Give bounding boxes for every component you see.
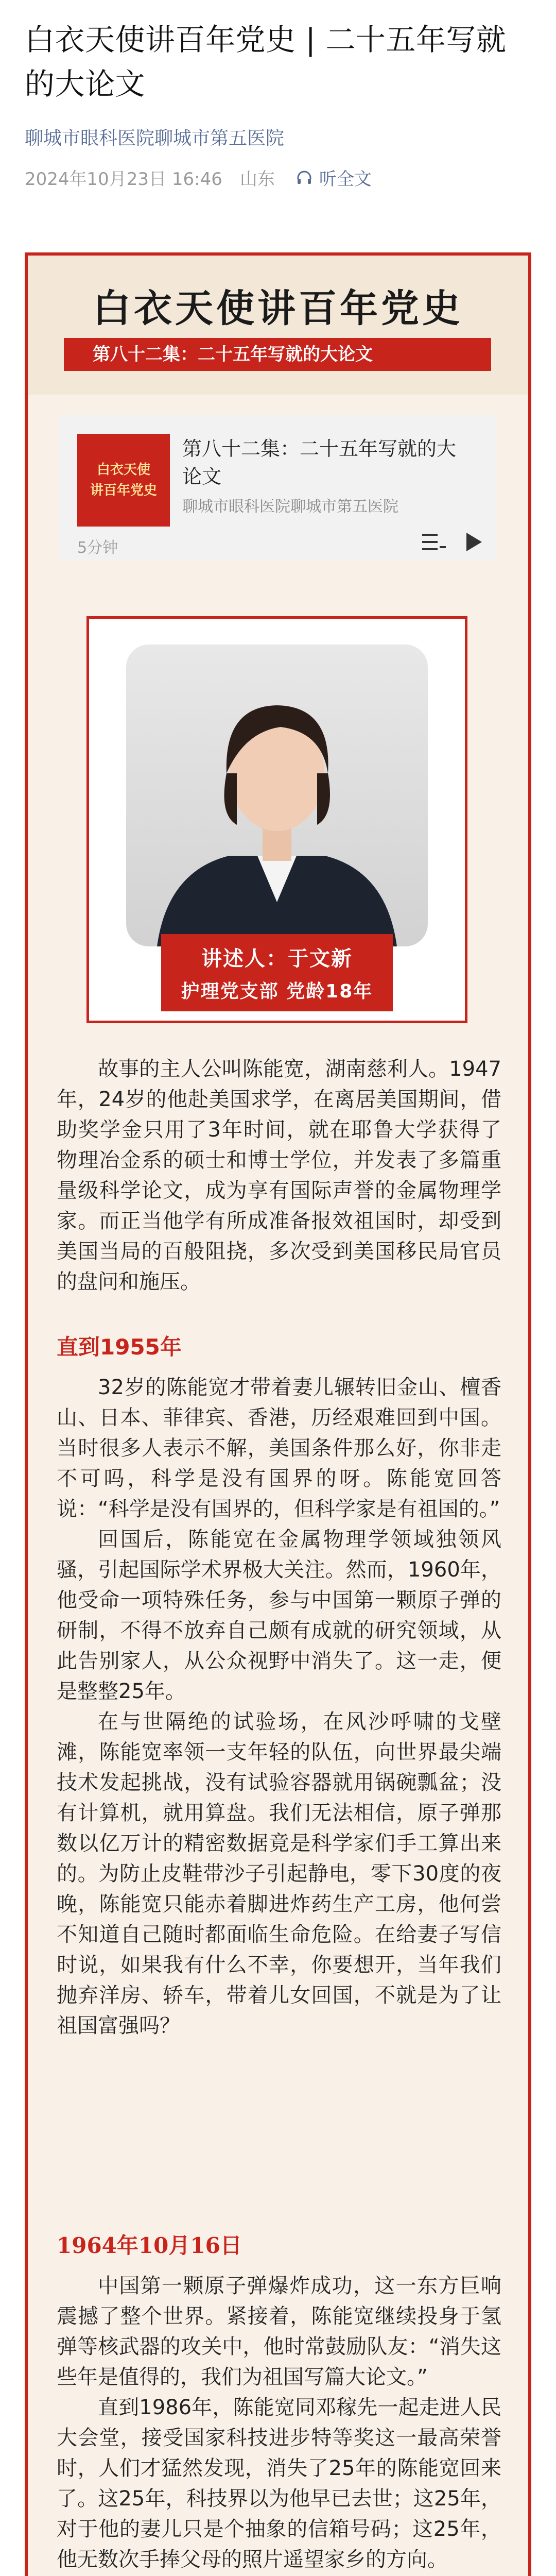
audio-duration: 5分钟 (77, 539, 118, 557)
paragraph-text: 回国后，陈能宽在金属物理学领域独领风骚，引起国际学术界极大关注。然而，1960年，他受命一项特殊任务，参与中国第一颗原子弹的研制，不得不放弃自己颇有成就的研究领域，从此告别家人，从公众视野中消失了。这一走，便是整整25年。 (57, 1528, 501, 1703)
paragraph-1955 (57, 1372, 501, 2041)
paragraph-intro (57, 1054, 501, 1297)
listen-label: 听全文 (319, 169, 372, 190)
narrator-photo (126, 645, 428, 946)
article-title: 白衣天使讲百年党史 | 二十五年写就的大论文 (25, 22, 507, 101)
playlist-icon[interactable] (422, 532, 446, 552)
narrator-branch: 护理党支部 党龄18年 (181, 981, 373, 1002)
section-heading-1955: 直到1955年 (57, 1334, 182, 1360)
cover-line2: 讲百年党史 (90, 483, 157, 498)
account-name-link[interactable]: 聊城市眼科医院聊城市第五医院 (25, 128, 285, 149)
article-card (25, 252, 531, 2576)
listen-button[interactable] (296, 165, 372, 190)
section-heading-1964: 1964年10月16日 (57, 2233, 242, 2258)
paragraph-text: 直到1986年，陈能宽同邓稼先一起走进人民大会堂，接受国家科技进步特等奖这一最高荣誉时，人们才猛然发现，消失了25年的陈能宽回来了。这25年，科技界以为他早已去世；这25年，对于他的妻儿只是个抽象的信箱号码；这25年，他无数次手捧父母的照片遥望家乡的方向。 (57, 2396, 501, 2571)
audio-title: 第八十二集：二十五年写就的大论文 (182, 437, 457, 488)
paragraph-1964 (57, 2271, 501, 2575)
audio-author: 聊城市眼科医院聊城市第五医院 (182, 498, 398, 516)
article-meta (25, 165, 372, 190)
narrator-caption (161, 934, 393, 1011)
audio-player[interactable] (59, 415, 496, 560)
audio-cover (77, 434, 170, 527)
play-icon[interactable] (463, 532, 484, 552)
banner-subtitle: 第八十二集：二十五年写就的大论文 (64, 338, 491, 371)
paragraph-text: 在与世隔绝的试验场，在风沙呼啸的戈壁滩，陈能宽率领一支年轻的队伍，向世界最尖端技术发起挑战，没有试验容器就用锅碗瓢盆；没有计算机，就用算盘。我们无法相信，原子弹那数以亿万计的精密数据竟是科学家们手工算出来的。为防止皮鞋带沙子引起静电，零下30度的夜晚，陈能宽只能赤着脚进炸药生产工房，他何尝不知道自己随时都面临生命危险。在给妻子写信时说，如果我有什么不幸，你要想开，当年我们抛弃洋房、轿车，带着儿女回国，不就是为了让祖国富强吗？ (57, 1710, 501, 2038)
headphones-icon (296, 169, 313, 187)
cover-line1: 白衣天使 (96, 462, 150, 478)
narrator-name: 讲述人：于文新 (201, 947, 353, 971)
banner (28, 256, 528, 395)
publish-date: 2024年10月23日 16:46 (25, 169, 222, 190)
banner-title: 白衣天使讲百年党史 (93, 286, 463, 331)
paragraph-text: 故事的主人公叫陈能宽，湖南慈利人。1947年，24岁的他赴美国求学，在离居美国期间，借助奖学金只用了3年时间，就在耶鲁大学获得了物理冶金系的硕士和博士学位，并发表了多篇重量级科学论文，成为享有国际声誉的金属物理学家。而正当他学有所成准备报效祖国时，却受到美国当局的百般阻挠，多次受到美国移民局官员的盘问和施压。 (57, 1057, 501, 1294)
location: 山东 (239, 169, 275, 190)
paragraph-text: 中国第一颗原子弹爆炸成功，这一东方巨响震撼了整个世界。紧接着，陈能宽继续投身于氢弹等核武器的攻关中，他时常鼓励队友：“消失这些年是值得的，我们为祖国写篇大论文。” (57, 2274, 501, 2389)
narrator-portrait-frame (86, 616, 467, 1023)
paragraph-text: 32岁的陈能宽才带着妻儿辗转旧金山、檀香山、日本、菲律宾、香港，历经艰难回到中国。当时很多人表示不解，美国条件那么好，你非走不可吗，科学是没有国界的呀。陈能宽回答说：“科学是没有国界的，但科学家是有祖国的。” (57, 1376, 501, 1521)
narrator-figure (126, 645, 428, 946)
